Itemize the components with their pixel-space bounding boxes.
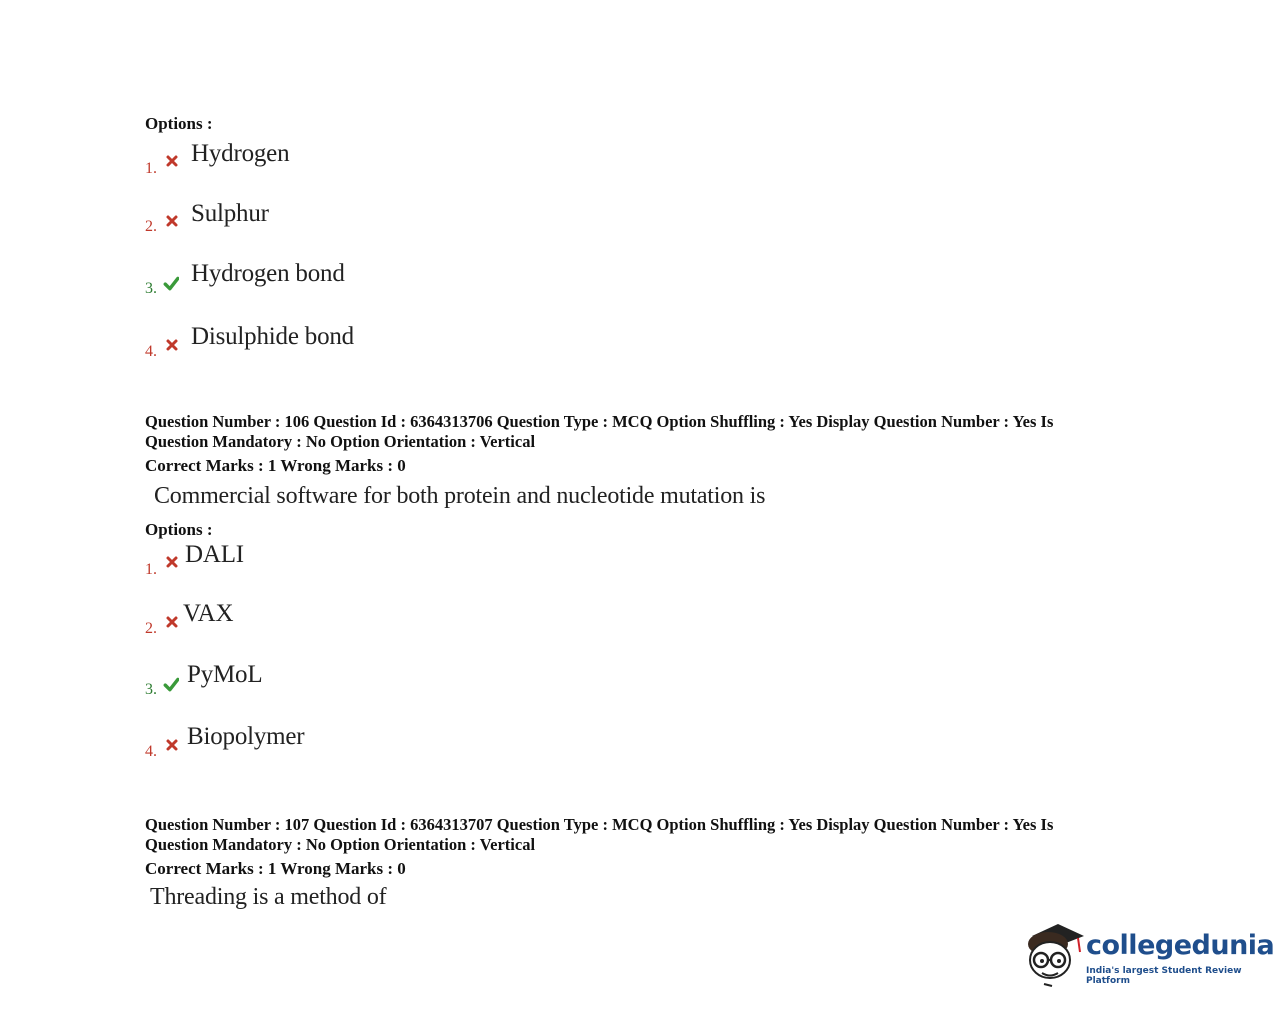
question-meta-line: Question Mandatory : No Option Orientation : Vertical xyxy=(145,432,536,451)
option-number: 3. xyxy=(145,681,157,698)
question-text: Threading is a method of xyxy=(150,884,387,910)
marks-info: Correct Marks : 1 Wrong Marks : 0 xyxy=(145,456,406,475)
question-meta xyxy=(145,815,1135,855)
option-row xyxy=(145,323,354,360)
question-meta-line: Question Number : 107 Question Id : 6364313707 Question Type : MCQ Option Shuffling : Yes Display Question Number : Yes Is xyxy=(145,815,1054,834)
mascot-icon xyxy=(1024,918,1086,990)
option-text: Hydrogen bond xyxy=(191,260,345,287)
option-number: 2. xyxy=(145,218,157,235)
logo-tagline: India's largest Student Review Platform xyxy=(1086,966,1242,986)
option-text: PyMoL xyxy=(187,661,263,688)
options-label: Options : xyxy=(145,520,213,539)
option-number: 1. xyxy=(145,561,157,578)
option-text: Biopolymer xyxy=(187,723,305,750)
option-row xyxy=(145,541,244,578)
options-label: Options : xyxy=(145,114,213,133)
option-number: 2. xyxy=(145,620,157,637)
check-icon xyxy=(163,275,179,291)
cross-icon xyxy=(165,738,179,752)
option-text: Disulphide bond xyxy=(191,323,354,350)
option-row xyxy=(145,200,269,235)
option-number: 1. xyxy=(145,160,157,177)
option-row xyxy=(145,260,345,297)
question-meta xyxy=(145,412,1135,452)
option-row xyxy=(145,140,290,177)
question-meta-line: Question Mandatory : No Option Orientation : Vertical xyxy=(145,835,536,854)
cross-icon xyxy=(165,214,179,228)
option-text: Hydrogen xyxy=(191,140,290,167)
option-number: 4. xyxy=(145,743,157,760)
option-number: 3. xyxy=(145,280,157,297)
option-row xyxy=(145,661,263,698)
option-text: DALI xyxy=(185,541,244,568)
collegedunia-logo xyxy=(1024,918,1275,990)
cross-icon xyxy=(165,338,179,352)
question-meta-line: Question Number : 106 Question Id : 6364313706 Question Type : MCQ Option Shuffling : Yes Display Question Number : Yes Is xyxy=(145,412,1054,431)
question-text: Commercial software for both protein and nucleotide mutation is xyxy=(154,483,766,509)
check-icon xyxy=(163,676,179,692)
option-row xyxy=(145,723,305,760)
cross-icon xyxy=(165,154,179,168)
option-text: Sulphur xyxy=(191,200,269,227)
marks-info: Correct Marks : 1 Wrong Marks : 0 xyxy=(145,859,406,878)
option-text: VAX xyxy=(183,600,234,627)
logo-name: collegedunia xyxy=(1086,930,1275,961)
cross-icon xyxy=(165,615,179,629)
option-number: 4. xyxy=(145,343,157,360)
option-row xyxy=(145,600,234,637)
cross-icon xyxy=(165,555,179,569)
